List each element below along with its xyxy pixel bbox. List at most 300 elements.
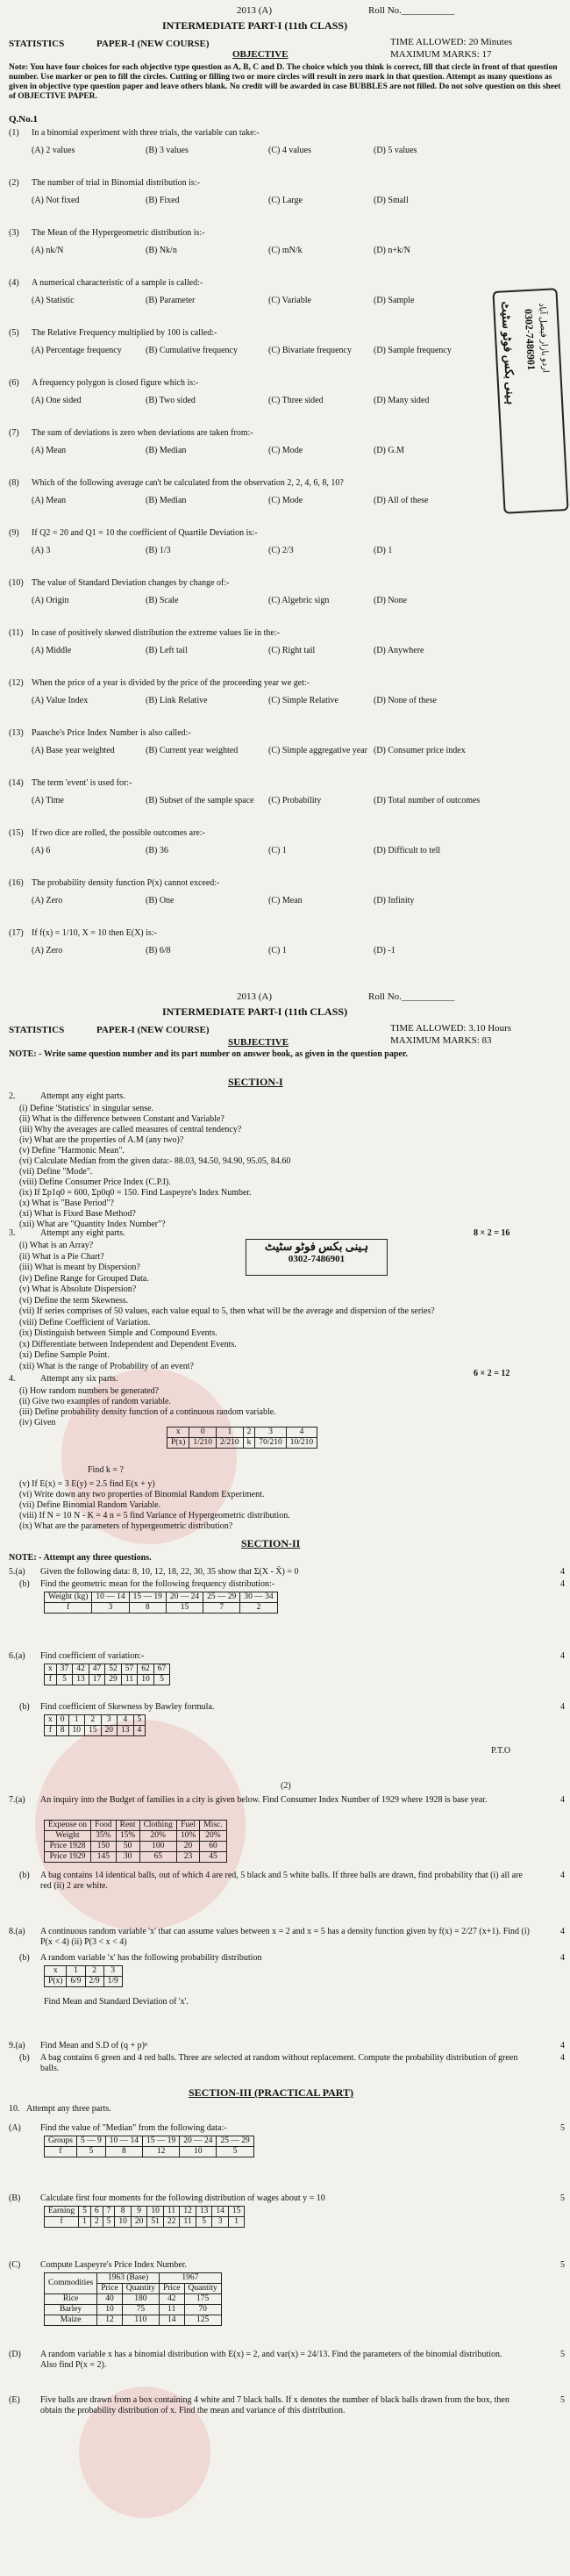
question-part: (v) If E(x) = 3 E(y) = 2.5 find E(x + y) [19, 1479, 155, 1489]
table-header: Expense on [45, 1821, 91, 1831]
q8b-marks: 4 [560, 1953, 565, 1963]
question-part: (ix) Distinguish between Simple and Compound Events. [19, 1328, 217, 1338]
table-header: 4 [286, 1428, 317, 1438]
table-header: Quantity [184, 2284, 221, 2294]
q10b-text: Calculate first four moments for the following distribution of wages about y = 10 [40, 2193, 325, 2203]
table-cell: 12 [97, 2315, 123, 2326]
table-cell: 29 [105, 1675, 122, 1685]
mcq-option: (B) Cumulative frequency [146, 346, 238, 355]
mcq-option: (A) nk/N [32, 246, 64, 255]
question-part: (xi) What is Fixed Base Method? [19, 1209, 136, 1219]
mcq-option: (D) Consumer price index [374, 746, 466, 755]
table-header: 0 [56, 1715, 68, 1726]
table-cell: 6/9 [67, 1977, 85, 1987]
table-cell: 11 [180, 2217, 196, 2228]
question-part: (vi) Define the term Skewness. [19, 1295, 129, 1306]
table-cell: 100 [139, 1842, 176, 1852]
question-part: (v) What is Absolute Dispersion? [19, 1284, 137, 1294]
table-cell: 10 [180, 2147, 217, 2157]
question-part: (i) What is an Array? [19, 1241, 94, 1250]
table-cell: 20 [176, 1842, 199, 1852]
table-cell: 1 [79, 2217, 91, 2228]
q10d-text: A random variable x has a binomial distribution with E(x) = 2, and var(x) = 24/13. Find the parameters of the binomial distribution. Also find P(x = 2). [40, 2350, 502, 2370]
table-header: 25 — 29 [203, 1592, 240, 1603]
q8b-text: A random variable 'x' has the following probability distribution [40, 1953, 262, 1963]
mcq-option: (C) mN/k [268, 246, 303, 255]
table-cell: 30 [116, 1852, 139, 1863]
q6a-table [44, 1664, 170, 1685]
table-header: 30 — 34 [240, 1592, 277, 1603]
mcq-question: If Q2 = 20 and Q1 = 10 the coefficient of Quartile Deviation is:- [32, 528, 258, 538]
table-cell: 51 [147, 2217, 164, 2228]
mcq-option: (D) Small [374, 196, 409, 205]
mcq-option: (B) Parameter [146, 296, 196, 305]
mcq-option: (D) -1 [374, 946, 395, 955]
q7b-marks: 4 [560, 1871, 565, 1880]
question-part: (i) Define 'Statistics' in singular sense. [19, 1104, 154, 1113]
table-header: Commodities [45, 2273, 97, 2294]
mcq-number: (6) [9, 378, 19, 388]
q8a-label: 8.(a) [9, 1927, 25, 1936]
question-part: (xi) Define Sample Point. [19, 1350, 110, 1360]
table-header: Price [159, 2284, 184, 2294]
table-cell: 125 [184, 2315, 221, 2326]
mcq-option: (D) 5 values [374, 146, 417, 155]
table-cell: 2/210 [217, 1438, 244, 1449]
table-cell: 2 [240, 1603, 277, 1614]
mcq-number: (13) [9, 728, 24, 738]
table-header: 42 [73, 1664, 89, 1675]
q5b-label: (b) [19, 1579, 30, 1589]
table-cell: Price 1929 [45, 1852, 91, 1863]
mcq-option: (A) 3 [32, 546, 51, 555]
mcq-number: (11) [9, 628, 24, 638]
q7a-table [44, 1820, 227, 1863]
mcq-option: (C) Algebric sign [268, 596, 330, 605]
table-cell: 10 [97, 2305, 123, 2315]
mcq-option: (C) Simple aggregative year [268, 746, 368, 755]
q6b-label: (b) [19, 1702, 30, 1712]
q5b-table [44, 1592, 278, 1614]
table-cell: 4 [133, 1726, 146, 1736]
mcq-number: (15) [9, 828, 24, 838]
mcq-option: (D) Total number of outcomes [374, 796, 481, 805]
q9b-text: A bag contains 6 green and 4 red balls. Three are selected at random without replacement. Compute the probability distribution of green balls. [40, 2053, 518, 2073]
table-cell: 10 [115, 2217, 132, 2228]
table-cell: 13 [73, 1675, 89, 1685]
q10c-marks: 5 [560, 2260, 565, 2270]
table-header: 0 [189, 1428, 217, 1438]
q10d-marks: 5 [560, 2350, 565, 2359]
table-cell: 5 [56, 1675, 73, 1685]
mcq-option: (B) Link Relative [146, 696, 208, 705]
table-cell: 11 [121, 1675, 138, 1685]
table-header: 57 [121, 1664, 138, 1675]
table-cell: 7 [203, 1603, 240, 1614]
mcq-option: (B) 3 values [146, 146, 189, 155]
stamp-urdu-title: ہینی بکس فوٹو سٹیٹ [499, 300, 518, 405]
table-header: 6 [90, 2207, 103, 2217]
table-cell: Barley [45, 2305, 97, 2315]
table-header: 13 [196, 2207, 212, 2217]
mcq-option: (C) Variable [268, 296, 311, 305]
question-part: (ii) What is the difference between Constant and Variable? [19, 1114, 224, 1124]
table-header: 47 [89, 1664, 105, 1675]
table-cell: 2/9 [85, 1977, 103, 1987]
table-cell: 110 [122, 2315, 159, 2326]
table-cell: 175 [184, 2294, 221, 2305]
mcq-option: (D) Anywhere [374, 646, 424, 655]
table-header: Price [97, 2284, 123, 2294]
question-part: (i) How random numbers be generated? [19, 1386, 160, 1396]
section-1-heading: SECTION-I [228, 1076, 283, 1088]
question-part: (vii) If series comprises of 50 values, each value equal to 5, then what will be the average and dispersion of the series? [19, 1306, 435, 1316]
table-header: 2 [85, 1715, 102, 1726]
table-cell: 15 [166, 1603, 203, 1614]
q8a-text: A continuous random variable 'x' that can assume values between x = 2 and x = 5 has a density function given by f(x) = 2/27 (x+1). Find (i) P(x < 4) (ii) P(3 < x < 4) [40, 1927, 530, 1947]
table-cell: 10 [68, 1726, 85, 1736]
table-header: 62 [138, 1664, 154, 1675]
pto-label: P.T.O [491, 1746, 511, 1756]
question-part: (iv) What are the properties of A.M (any two)? [19, 1135, 184, 1145]
table-header: 1967 [159, 2273, 221, 2284]
mcq-number: (3) [9, 228, 19, 238]
q5b-text: Find the geometric mean for the following frequency distribution:- [40, 1579, 275, 1589]
table-header: 11 [163, 2207, 180, 2217]
mcq-option: (B) 36 [146, 846, 168, 855]
table-cell: 15 [85, 1726, 102, 1736]
mcq-number: (17) [9, 928, 24, 938]
section-3-heading: SECTION-III (PRACTICAL PART) [189, 2086, 354, 2099]
question-part: (x) Differentiate between Independent and Dependent Events. [19, 1339, 237, 1349]
mcq-question: If f(x) = 1/10, X = 10 then E(X) is:- [32, 928, 157, 938]
table-header: Earning [45, 2207, 79, 2217]
mcq-number: (4) [9, 278, 19, 288]
q8a-marks: 4 [560, 1927, 565, 1936]
table-header: x [45, 1966, 67, 1977]
mcq-question: In a binomial experiment with three trials, the variable can take:- [32, 128, 260, 138]
table-cell: 8 [56, 1726, 68, 1736]
stamp [492, 288, 568, 514]
section-2-heading: SECTION-II [241, 1537, 301, 1549]
roll-number-field: Roll No.___________ [368, 5, 455, 16]
table-cell: 20 [101, 1726, 118, 1736]
table-header: 12 [180, 2207, 196, 2217]
question-part: (viii) If N = 10 N - K = 4 n = 5 find Variance of Hypergeometric distribution. [19, 1511, 290, 1521]
q4-number: 4. [9, 1374, 16, 1384]
question-part: (viii) Define Consumer Price Index (C.P.I). [19, 1177, 171, 1187]
mcq-option: (A) Middle [32, 646, 72, 655]
table-cell: 65 [139, 1852, 176, 1863]
paper-name: PAPER-I (NEW COURSE) [96, 1025, 210, 1035]
page-number: (2) [281, 1781, 291, 1791]
table-cell: 5 [76, 2147, 105, 2157]
q9b-marks: 4 [560, 2053, 565, 2063]
table-header: 2 [243, 1428, 255, 1438]
table-header: 3 [103, 1966, 122, 1977]
q6b-table [44, 1714, 146, 1736]
table-cell: 20 [131, 2217, 147, 2228]
mcq-number: (7) [9, 428, 19, 438]
mcq-option: (A) Zero [32, 896, 63, 905]
mcq-question: The value of Standard Deviation changes by change of:- [32, 578, 230, 588]
table-cell: 23 [176, 1852, 199, 1863]
mcq-option: (A) One sided [32, 396, 82, 405]
table-cell: 15% [116, 1831, 139, 1842]
table-cell: 1/9 [103, 1977, 122, 1987]
table-header: Weight (kg) [45, 1592, 92, 1603]
mcq-option: (C) Mode [268, 496, 303, 505]
mcq-option: (C) Large [268, 196, 303, 205]
q10-instruction: Attempt any three parts. [26, 2104, 111, 2114]
mcq-question: The term 'event' is used for:- [32, 778, 132, 788]
table-header: 20 — 24 [180, 2136, 217, 2147]
mcq-option: (D) n+k/N [374, 246, 411, 255]
mcq-option: (D) Many sided [374, 396, 430, 405]
board-title: INTERMEDIATE PART-I (11th CLASS) [162, 1005, 348, 1018]
table-header: 10 — 14 [92, 1592, 129, 1603]
question-part: (iv) Define Range for Grouped Data. [19, 1273, 149, 1284]
table-cell: f [45, 1675, 57, 1685]
mcq-question: The Mean of the Hypergeometric distribution is:- [32, 228, 205, 238]
section-heading: SUBJECTIVE [228, 1037, 289, 1048]
mcq-option: (A) Time [32, 796, 64, 805]
q10c-text: Compute Laspeyre's Price Index Number. [40, 2260, 188, 2270]
q4-marks: 6 × 2 = 12 [474, 1369, 510, 1378]
mcq-option: (B) Nk/n [146, 246, 177, 255]
mcq-option: (B) Median [146, 446, 187, 455]
table-header: 3 [255, 1428, 286, 1438]
table-header: Clothing [139, 1821, 176, 1831]
table-header: 3 [101, 1715, 118, 1726]
section-2-note: NOTE: - Attempt any three questions. [9, 1553, 152, 1563]
table-header: 8 [115, 2207, 132, 2217]
table-header: 5 [79, 2207, 91, 2217]
q2-q3-marks: 8 × 2 = 16 [474, 1228, 510, 1238]
q7b-text: A bag contains 14 identical balls, out of which 4 are red, 5 black and 5 white balls. If three balls are drawn, find probability that (i) all are red (ii) 2 are white. [40, 1871, 523, 1891]
table-cell: 22 [163, 2217, 180, 2228]
question-part: (viii) Define Coefficient of Variation. [19, 1317, 151, 1327]
table-cell: 45 [200, 1852, 226, 1863]
table-cell: 150 [91, 1842, 117, 1852]
table-cell: 35% [91, 1831, 117, 1842]
table-cell: 5 [103, 2217, 115, 2228]
mcq-option: (D) None [374, 596, 408, 605]
table-header: 1 [68, 1715, 85, 1726]
mcq-option: (C) Mean [268, 896, 303, 905]
table-header: 67 [153, 1664, 170, 1675]
mcq-option: (B) One [146, 896, 175, 905]
paper-code: 2013 (A) [237, 991, 273, 1002]
subject-name: STATISTICS [9, 39, 65, 49]
mcq-option: (B) Median [146, 496, 187, 505]
table-cell: 145 [91, 1852, 117, 1863]
mcq-option: (A) Zero [32, 946, 63, 955]
table-cell: 3 [92, 1603, 129, 1614]
table-cell: 1 [228, 2217, 245, 2228]
mcq-option: (D) Infinity [374, 896, 415, 905]
table-header: 25 — 29 [217, 2136, 253, 2147]
mcq-option: (A) Statistic [32, 296, 75, 305]
table-cell: 5 [196, 2217, 212, 2228]
table-cell: 5 [153, 1675, 170, 1685]
q9b-label: (b) [19, 2053, 30, 2063]
mcq-question: A numerical characteristic of a sample is called:- [32, 278, 203, 288]
mcq-option: (C) 1 [268, 946, 287, 955]
table-cell: 3 [212, 2217, 229, 2228]
time-allowed: TIME ALLOWED: 3.10 Hours [390, 1023, 512, 1034]
table-header: 1 [217, 1428, 244, 1438]
question-part: (vii) Define Binomial Random Variable. [19, 1500, 161, 1510]
mcq-number: (9) [9, 528, 19, 538]
mcq-option: (D) Sample [374, 296, 415, 305]
question-part: (ix) If Σp1q0 = 600, Σp0q0 = 150. Find Laspeyre's Index Number. [19, 1188, 252, 1198]
time-allowed: TIME ALLOWED: 20 Minutes [390, 37, 513, 47]
mcq-option: (C) Three sided [268, 396, 324, 405]
mcq-option: (A) 6 [32, 846, 51, 855]
q7a-marks: 4 [560, 1795, 565, 1805]
table-header: 20 — 24 [166, 1592, 203, 1603]
table-cell: 1/210 [189, 1438, 217, 1449]
q2-instruction: Attempt any eight parts. [40, 1091, 125, 1101]
mcq-question: Paasche's Price Index Number is also called:- [32, 728, 191, 738]
mcq-number: (12) [9, 678, 24, 688]
board-title: INTERMEDIATE PART-I (11th CLASS) [162, 19, 348, 32]
table-header: 52 [105, 1664, 122, 1675]
mcq-number: (16) [9, 878, 24, 888]
mcq-option: (B) 1/3 [146, 546, 171, 555]
roll-number-field: Roll No.___________ [368, 991, 455, 1002]
mcq-option: (B) Subset of the sample space [146, 796, 254, 805]
q5a-marks: 4 [560, 1567, 565, 1577]
table-header: 5 [133, 1715, 146, 1726]
mcq-option: (D) G.M [374, 446, 404, 455]
mcq-option: (C) Mode [268, 446, 303, 455]
mcq-question: The Relative Frequency multiplied by 100 is called:- [32, 328, 217, 338]
q9a-marks: 4 [560, 2041, 565, 2050]
table-header: 1 [67, 1966, 85, 1977]
q7a-text: An inquiry into the Budget of families in a city is given below. Find Consumer Index Number of 1929 where 1928 is base year. [40, 1795, 488, 1805]
mcq-option: (A) Origin [32, 596, 69, 605]
table-cell: 20% [200, 1831, 226, 1842]
mcq-option: (C) 2/3 [268, 546, 294, 555]
question-part: (x) What is "Base Period"? [19, 1199, 114, 1208]
table-cell: 13 [118, 1726, 134, 1736]
q10e-marks: 5 [560, 2395, 565, 2405]
question-part: (iv) Given [19, 1418, 56, 1428]
table-cell: 14 [159, 2315, 184, 2326]
table-cell: 42 [159, 2294, 184, 2305]
table-header: 1963 (Base) [97, 2273, 160, 2284]
mcq-option: (B) 6/8 [146, 946, 171, 955]
q5a-label: 5.(a) [9, 1567, 25, 1577]
table-cell: 75 [122, 2305, 159, 2315]
mcq-option: (C) Simple Relative [268, 696, 338, 705]
mcq-option: (A) Percentage frequency [32, 346, 122, 355]
stamp-small [246, 1239, 388, 1276]
q10b-label: (B) [9, 2193, 21, 2203]
mcq-option: (C) Probability [268, 796, 322, 805]
question-number: Q.No.1 [9, 114, 38, 125]
table-header: 4 [118, 1715, 134, 1726]
table-cell: 10% [176, 1831, 199, 1842]
mcq-option: (D) All of these [374, 496, 429, 505]
table-cell: 5 [217, 2147, 253, 2157]
instructions-note: Note: You have four choices for each objective type question as A, B, C and D. The choice which you think is correct, fill that circle in front of that question number. Use marker or pen to fill the circles. Cutting or filling two or more circles will result in zero mark in that question. Attempt as many questions as given in objective type question paper and leave others blank. No credit will be awarded in case BUBBLES are not filled. Do not solve question on this sheet of OBJECTIVE PAPER. [9, 63, 561, 101]
q6b-text: Find coefficient of Skewness by Bawley formula. [40, 1702, 215, 1712]
q10a-label: (A) [9, 2123, 21, 2133]
table-cell: 60 [200, 1842, 226, 1852]
subject-name: STATISTICS [9, 1025, 65, 1035]
q10a-text: Find the value of "Median" from the following data:- [40, 2123, 227, 2133]
table-header: Quantity [122, 2284, 159, 2294]
table-cell: 50 [116, 1842, 139, 1852]
q6a-text: Find coefficient of variation:- [40, 1651, 145, 1661]
mcq-question: In case of positively skewed distribution the extreme values lie in the:- [32, 628, 280, 638]
mcq-option: (A) Not fixed [32, 196, 80, 205]
q5b-marks: 4 [560, 1579, 565, 1589]
q10a-table [44, 2136, 254, 2157]
mcq-option: (B) Scale [146, 596, 179, 605]
q3-number: 3. [9, 1228, 16, 1238]
mcq-question: The sum of deviations is zero when deviations are taken from:- [32, 428, 253, 438]
table-header: 37 [56, 1664, 73, 1675]
mcq-question: A frequency polygon is closed figure which is:- [32, 378, 199, 388]
paper-name: PAPER-I (NEW COURSE) [96, 39, 210, 49]
table-header: 10 — 14 [105, 2136, 142, 2147]
q9a-label: 9.(a) [9, 2041, 25, 2050]
mcq-option: (D) None of these [374, 696, 437, 705]
table-header: x [45, 1664, 57, 1675]
mcq-option: (A) Base year weighted [32, 746, 115, 755]
question-part: (v) Define "Harmonic Mean". [19, 1146, 125, 1156]
question-part: (vii) Define "Mode". [19, 1167, 93, 1177]
table-cell: f [45, 2217, 79, 2228]
table-header: 10 [147, 2207, 164, 2217]
question-part: (ii) What is a Pie Chart? [19, 1251, 104, 1262]
table-cell: 17 [89, 1675, 105, 1685]
table-header: 2 [85, 1966, 103, 1977]
q8b-find: Find Mean and Standard Deviation of 'x'. [44, 1997, 189, 2007]
question-part: (iii) What is meant by Dispersion? [19, 1263, 140, 1272]
table-cell: f [45, 2147, 77, 2157]
table-cell: f [45, 1603, 92, 1614]
q7a-label: 7.(a) [9, 1795, 25, 1805]
mcq-option: (B) Fixed [146, 196, 180, 205]
q10c-label: (C) [9, 2260, 21, 2270]
q4-instruction: Attempt any six parts. [40, 1374, 118, 1384]
q8b-label: (b) [19, 1953, 30, 1963]
q10b-table [44, 2206, 245, 2228]
table-cell: 40 [97, 2294, 123, 2305]
section-heading: OBJECTIVE [232, 49, 289, 60]
table-header: 15 — 19 [129, 1592, 166, 1603]
mcq-option: (A) Mean [32, 496, 67, 505]
q10a-marks: 5 [560, 2123, 565, 2133]
table-cell: Price 1928 [45, 1842, 91, 1852]
q6b-marks: 4 [560, 1702, 565, 1712]
table-header: Rent [116, 1821, 139, 1831]
mcq-number: (14) [9, 778, 24, 788]
table-cell: 2 [90, 2217, 103, 2228]
table-header: 7 [103, 2207, 115, 2217]
mcq-option: (B) Two sided [146, 396, 196, 405]
table-cell: 8 [129, 1603, 166, 1614]
mcq-question: When the price of a year is divided by the price of the proceeding year we get:- [32, 678, 310, 688]
table-cell: 12 [142, 2147, 179, 2157]
table-header: 14 [212, 2207, 229, 2217]
table-cell: Rice [45, 2294, 97, 2305]
